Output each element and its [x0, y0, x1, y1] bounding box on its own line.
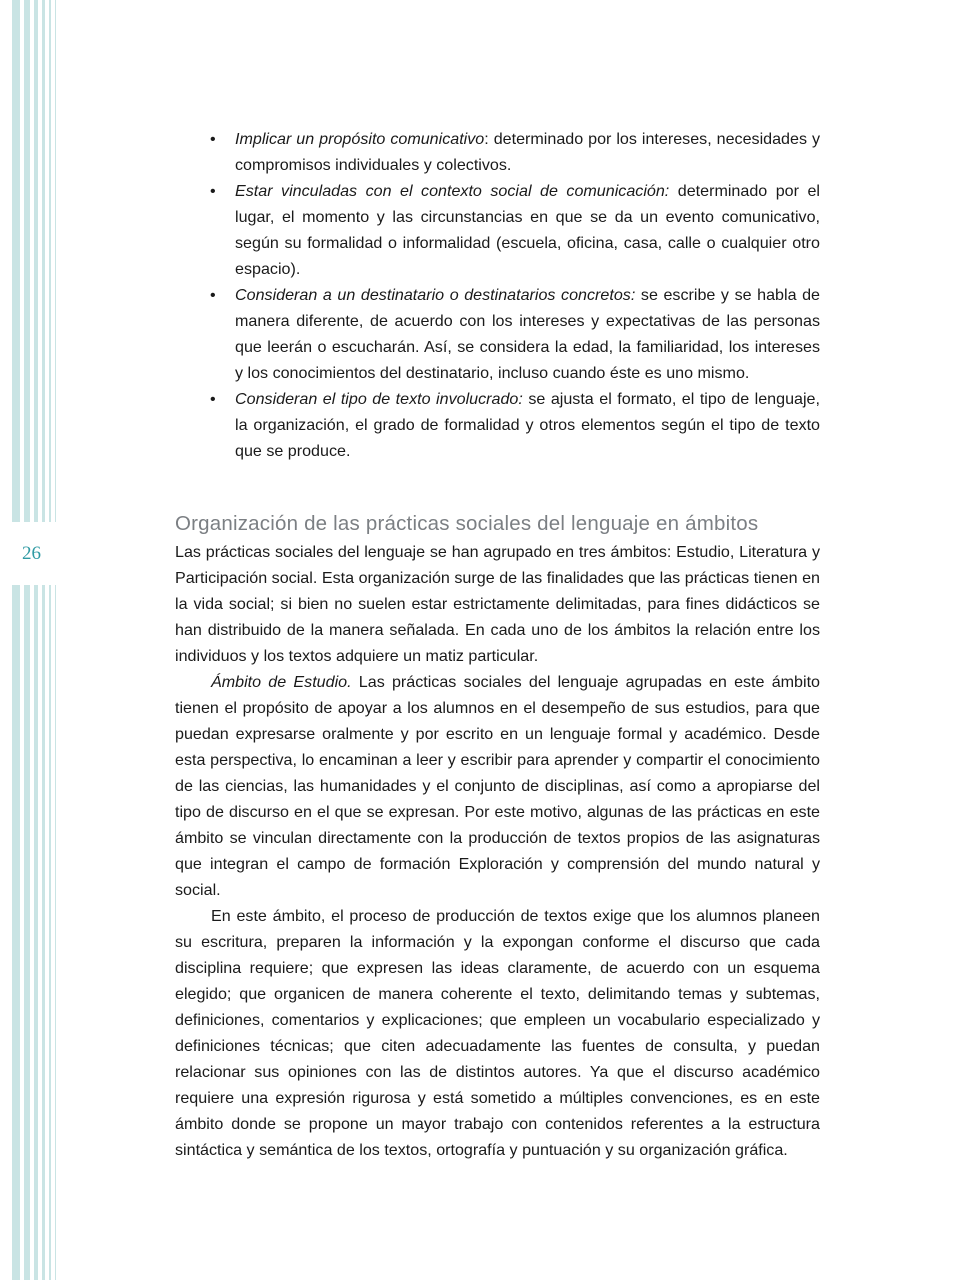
bullet-text: determinado por el lugar, el momento y las circunstancias en que se da un evento comunicativo, según su formalidad o informalidad (escuela, oficina, casa, calle o cualquier otro espacio). — [235, 182, 821, 278]
bullet-icon: • — [210, 390, 216, 408]
margin-stripes-bottom — [0, 585, 60, 1280]
bullet-term: Estar vinculadas con el contexto social de comunicación: — [235, 182, 670, 200]
page-content — [175, 126, 820, 1163]
paragraph-term: Ámbito de Estudio. — [211, 673, 352, 691]
bullet-icon: • — [210, 130, 216, 148]
paragraph-text: Las prácticas sociales del lenguaje agrupadas en este ámbito tienen el propósito de apoyar a los alumnos en el desempeño de sus estudios, para que puedan expresarse oralmente y por escrito en un lenguaje formal y académico. Desde esta perspectiva, lo encaminan a leer y escribir para aprender y compartir el conocimiento de las ciencias, las humanidades y el conjunto de disciplinas, así como a apropiarse del tipo de discurso en el que se expresan. Por este motivo, algunas de las prácticas en este ámbito se vinculan directamente con la producción de textos propios de las asignaturas que integran el campo de formación Exploración y comprensión del mundo natural y social. — [175, 673, 821, 899]
bullet-term: Consideran a un destinatario o destinatarios concretos: — [235, 286, 636, 304]
bullet-icon: • — [210, 182, 216, 200]
bullet-term: Consideran el tipo de texto involucrado: — [235, 390, 523, 408]
section-heading: Organización de las prácticas sociales del lenguaje en ámbitos — [175, 512, 759, 535]
paragraph-ambito-estudio — [175, 669, 820, 903]
paragraph-produccion-textos: En este ámbito, el proceso de producción de textos exige que los alumnos planeen su escritura, preparen la información y la expongan conforme el discurso que cada disciplina requiere; que expresen las ideas claramente, de acuerdo con un esquema elegido; que organicen de manera coherente el texto, delimitando temas y subtemas, definiciones, comentarios y explicaciones; que empleen un vocabulario especializado y definiciones técnicas; que citen adecuadamente las fuentes de consulta, y puedan relacionar sus opiniones con las de distintos autores. Ya que el discurso académico requiere una expresión rigurosa y está sometido a múltiples convenciones, es en este ámbito donde se propone un mayor trabajo con contenidos referentes a la estructura sintáctica y semántica de los textos, ortografía y puntuación y su organización gráfica. — [175, 907, 820, 1159]
bullet-icon: • — [210, 286, 216, 304]
bullet-term: Implicar un propósito comunicativo — [235, 130, 485, 148]
bullet-text: : determinado por los intereses, necesidades y compromisos individuales y colectivos. — [235, 130, 821, 174]
list-item — [210, 178, 821, 282]
list-item — [210, 386, 820, 464]
margin-stripes-top — [0, 0, 60, 522]
bullet-text: se ajusta el formato, el tipo de lenguaje, la organización, el grado de formalidad y otros elementos según el tipo de texto que se produce. — [235, 390, 820, 460]
page-number: 26 — [22, 543, 41, 564]
paragraph-intro: Las prácticas sociales del lenguaje se han agrupado en tres ámbitos: Estudio, Literatura y Participación social. Esta organización surge de las finalidades que las prácticas tienen en la vida social; si bien no suelen estar estrictamente delimitadas, para fines didácticos se han distribuido de la manera señalada. En cada uno de los ámbitos la relación entre los individuos y los textos adquiere un matiz particular. — [175, 543, 820, 665]
bullet-list — [175, 126, 820, 464]
list-item — [210, 126, 821, 178]
list-item — [210, 282, 821, 386]
bullet-text: se escribe y se habla de manera diferente, de acuerdo con los intereses y expectativas de las personas que leerán o escucharán. Así, se considera la edad, la familiaridad, los intereses y los conocimientos del destinatario, incluso cuando éste es uno mismo. — [235, 286, 821, 382]
